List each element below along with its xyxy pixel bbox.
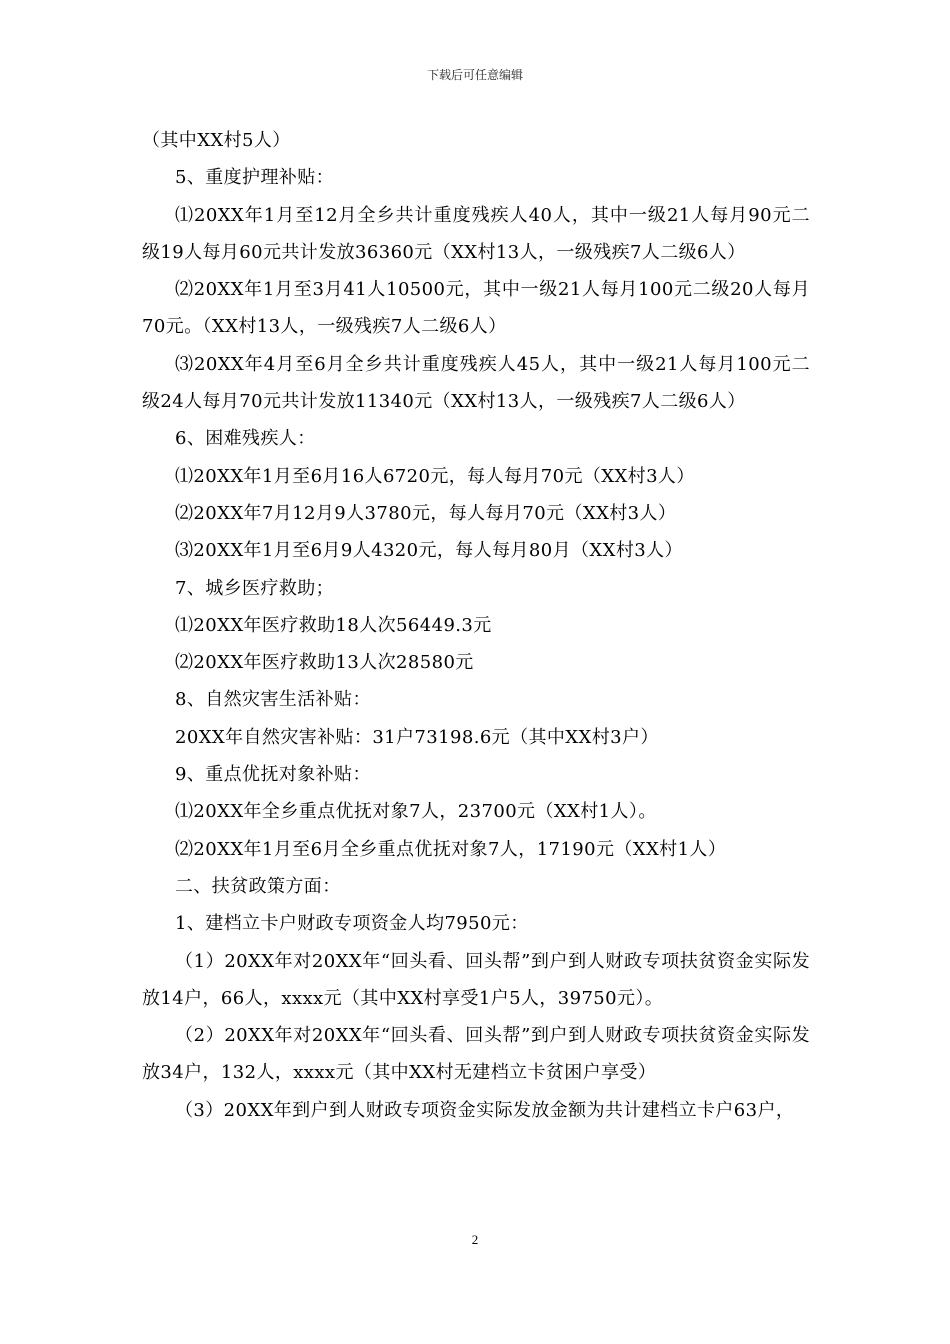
page-header: 下载后可任意编辑 [426, 68, 523, 82]
paragraph: ⑴20XX年医疗救助18人次56449.3元 [175, 614, 492, 636]
paragraph: （2）20XX年对20XX年“回头看、回头帮”到户到人财政专项扶贫资金实际发放34户，132人，xxxx元（其中XX村无建档立卡贫困户享受） [142, 1025, 810, 1084]
section-heading: 9、重点优抚对象补贴： [175, 764, 371, 786]
section-heading: 8、自然灾害生活补贴： [175, 689, 371, 711]
section-heading: 7、城乡医疗救助； [175, 577, 335, 599]
paragraph: ⑴20XX年全乡重点优抚对象7人，23700元（XX村1人）。 [175, 801, 657, 823]
section-heading: 1、建档立卡户财政专项资金人均7950元： [175, 913, 529, 935]
chapter-heading: 二、扶贫政策方面： [175, 875, 341, 897]
paragraph: （3）20XX年到户到人财政专项资金实际发放金额为共计建档立卡户63户， [175, 1099, 795, 1121]
paragraph: ⑵20XX年医疗救助13人次28580元 [175, 652, 474, 674]
paragraph: （1）20XX年对20XX年“回头看、回头帮”到户到人财政专项扶贫资金实际发放14户，66人，xxxx元（其中XX村享受1户5人，39750元）。 [142, 950, 810, 1009]
paragraph: ⑴20XX年1月至6月16人6720元，每人每月70元（XX村3人） [175, 465, 695, 487]
page-number: 2 [471, 1232, 479, 1247]
paragraph: ⑶20XX年4月至6月全乡共计重度残疾人45人，其中一级21人每月100元二级24人每月70元共计发放11340元（XX村13人，一级残疾7人二级6人） [142, 353, 810, 413]
paragraph: ⑵20XX年1月至3月41人10500元，其中一级21人每月100元二级20人每月70元。（XX村13人，一级残疾7人二级6人） [142, 279, 810, 338]
paragraph: ⑵20XX年7月12月9人3780元，每人每月70元（XX村3人） [175, 502, 677, 524]
paragraph: ⑶20XX年1月至6月9人4320元，每人每月80月（XX村3人） [175, 540, 683, 562]
paragraph: （其中XX村5人） [142, 130, 291, 151]
paragraph: ⑴20XX年1月至12月全乡共计重度残疾人40人，其中一级21人每月90元二级19人每月60元共计发放36360元（XX村13人，一级残疾7人二级6人） [142, 204, 810, 263]
document-body [142, 122, 810, 1129]
paragraph: ⑵20XX年1月至6月全乡重点优抚对象7人，17190元（XX村1人） [175, 838, 727, 860]
section-heading: 6、困难残疾人： [175, 428, 316, 450]
section-heading: 5、重度护理补贴： [175, 167, 335, 189]
paragraph: 20XX年自然灾害补贴：31户73198.6元（其中XX村3户） [175, 726, 659, 748]
